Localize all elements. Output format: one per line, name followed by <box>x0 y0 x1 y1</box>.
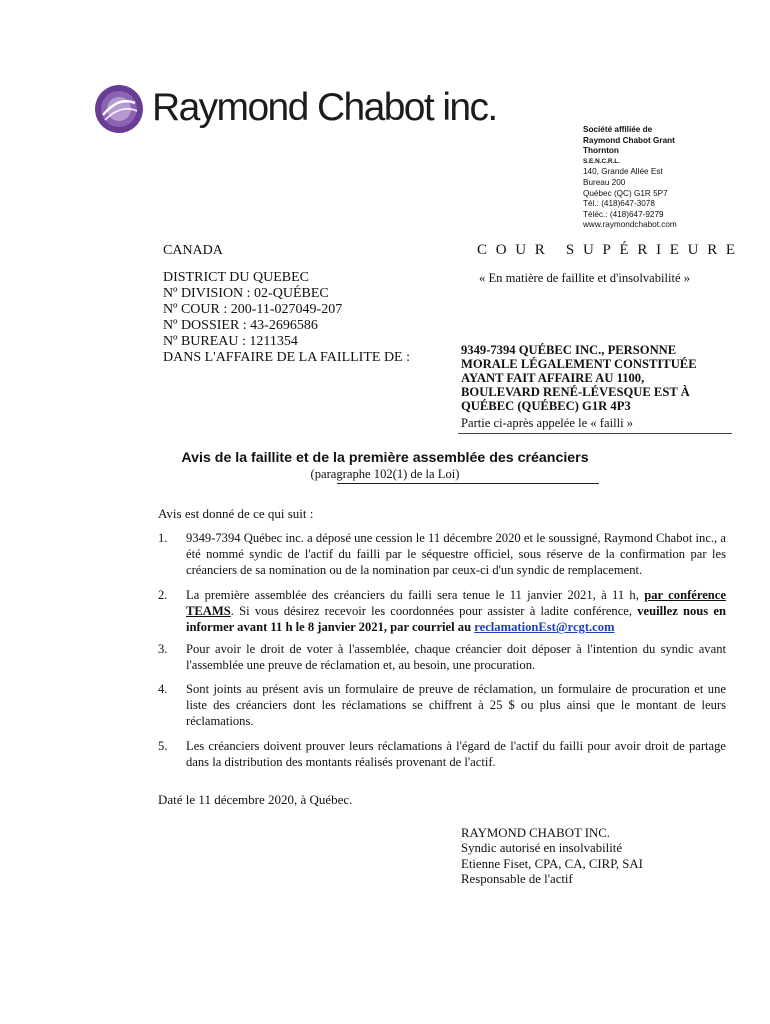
notice-subtitle: (paragraphe 102(1) de la Loi) <box>310 467 460 481</box>
item-text-part: La première assemblée des créanciers du failli sera tenue le 11 janvier 2021, à 11 h, <box>186 588 639 602</box>
affiliation-block <box>583 125 763 231</box>
signature-line: Etienne Fiset, CPA, CA, CIRP, SAI <box>461 856 643 871</box>
meeting-mode: par conférence TEAMS <box>186 588 726 619</box>
list-item <box>158 681 726 730</box>
notice-intro: Avis est donné de ce qui suit : <box>158 506 314 521</box>
affil-phone: Tél.: (418)647-3078 <box>583 199 655 209</box>
affil-address: Québec (QC) G1R 5P7 <box>583 188 668 198</box>
affil-legal-form: S.E.N.C.R.L. <box>583 157 620 165</box>
court-name: COUR SUPÉRIEURE <box>477 242 744 258</box>
affil-address: 140, Grande Allée Est <box>583 167 663 177</box>
district: DISTRICT DU QUEBEC <box>163 270 309 285</box>
list-item <box>158 530 726 579</box>
affil-line: Raymond Chabot Grant <box>583 135 675 145</box>
item-text: Sont joints au présent avis un formulaire de preuve de réclamation, un formulaire de procuration et une liste des créanciers dont les réclamations se chiffrent à 25 $ ou plus ainsi que le montant de leurs réclamations. <box>186 682 726 729</box>
list-item <box>158 587 726 636</box>
item-text: 9349-7394 Québec inc. a déposé une cession le 11 décembre 2020 et le soussigné, Raymond Chabot inc., a été nommé syndic de l'actif du failli par le séquestre officiel, sous réserve de la confirmation par les créanciers de sa nomination ou de la nomination par ceux-ci d'un syndic de remplacement. <box>186 531 726 578</box>
item-text: Pour avoir le droit de voter à l'assemblée, chaque créancier doit déposer à l'intention du syndic avant l'assemblée une preuve de réclamation et, au besoin, une procuration. <box>186 642 726 673</box>
debtor-block <box>461 343 731 413</box>
item-number: 5. <box>158 739 168 753</box>
division-number: Nº DIVISION : 02-QUÉBEC <box>163 286 329 301</box>
item-text: Les créanciers doivent prouver leurs réclamations à l'égard de l'actif du failli pour avoir droit de partage dans la distribution des montants réalisés provenant de l'actif. <box>186 739 726 770</box>
debtor-line: 9349-7394 QUÉBEC INC., PERSONNE <box>461 343 677 357</box>
office-number: Nº BUREAU : 1211354 <box>163 334 298 349</box>
item-number: 2. <box>158 588 168 602</box>
debtor-line: BOULEVARD RENÉ-LÉVESQUE EST À <box>461 385 690 399</box>
debtor-designation: Partie ci-après appelée le « failli » <box>461 416 634 430</box>
item-text-part: . Si vous désirez recevoir les coordonnées pour assister à ladite conférence, <box>230 604 633 619</box>
logo-wordmark: Raymond Chabot inc. <box>152 86 497 129</box>
affil-website: www.raymondchabot.com <box>583 220 677 230</box>
affil-line: Société affiliée de <box>583 125 653 134</box>
signature-block <box>461 826 643 888</box>
item-text <box>186 587 726 636</box>
item-number: 3. <box>158 642 168 656</box>
affil-address: Bureau 200 <box>583 177 626 187</box>
debtor-line: AYANT FAIT AFFAIRE AU 1100, <box>461 371 645 385</box>
bankruptcy-matter-label: DANS L'AFFAIRE DE LA FAILLITE DE : <box>163 350 410 365</box>
signature-line: RAYMOND CHABOT INC. <box>461 826 610 840</box>
company-logo <box>94 84 497 134</box>
list-item <box>158 641 726 673</box>
signature-line: Responsable de l'actif <box>461 872 573 887</box>
country: CANADA <box>163 243 223 258</box>
court-number: Nº COUR : 200-11-027049-207 <box>163 302 343 317</box>
matter-caption: « En matière de faillite et d'insolvabilité » <box>479 271 691 285</box>
logo-emblem-icon <box>94 84 146 134</box>
signature-line: Syndic autorisé en insolvabilité <box>461 841 622 856</box>
date-line: Daté le 11 décembre 2020, à Québec. <box>158 792 353 807</box>
deadline-text: veuillez nous en informer avant 11 h le 8 janvier 2021, par courriel au <box>186 604 726 635</box>
notice-title: Avis de la faillite et de la première assemblée des créanciers <box>181 450 589 466</box>
divider <box>458 433 732 434</box>
item-number: 4. <box>158 682 168 696</box>
debtor-line: MORALE LÉGALEMENT CONSTITUÉE <box>461 357 697 371</box>
divider <box>337 483 599 484</box>
email-link[interactable]: reclamationEst@rcgt.com <box>474 620 615 635</box>
file-number: Nº DOSSIER : 43-2696586 <box>163 318 318 333</box>
item-number: 1. <box>158 531 168 545</box>
debtor-line: QUÉBEC (QUÉBEC) G1R 4P3 <box>461 399 631 413</box>
affil-line: Thornton <box>583 146 619 156</box>
list-item <box>158 738 726 770</box>
affil-fax: Téléc.: (418)647-9279 <box>583 209 664 219</box>
